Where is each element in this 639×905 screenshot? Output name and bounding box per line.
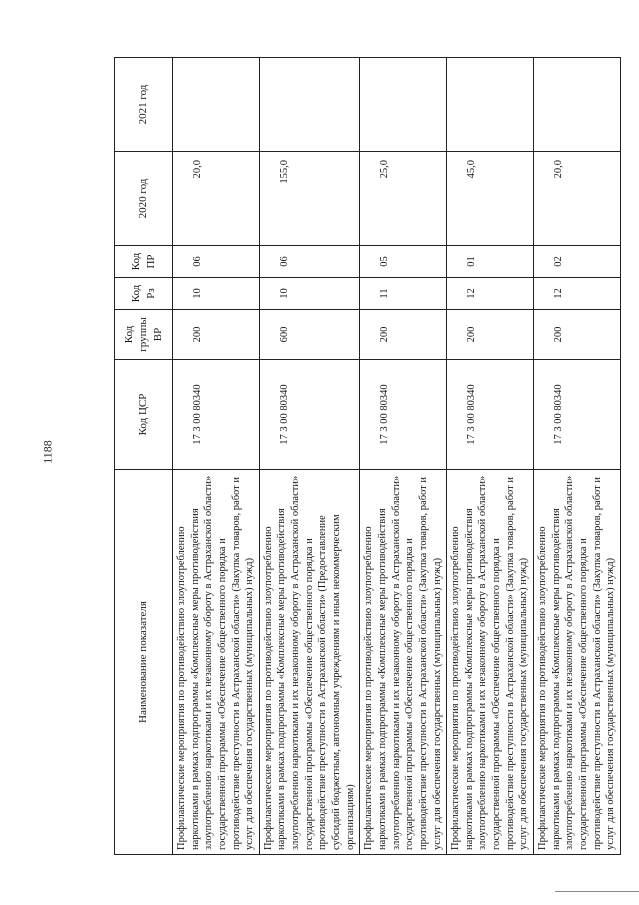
footer-divider — [555, 891, 639, 892]
cell-2020: 155,0 — [259, 152, 359, 246]
cell-rz: 10 — [259, 278, 359, 310]
cell-name: Профилактические мероприятия по противодействию злоупотреблению наркотиками в рамках подпрограммы «Комплексные меры противодействия злоупотреблению наркотиками и их незаконному обороту в Астраханской области» государственной программы «Обеспечение общественного порядка и противодействие преступности в Астраханской области» (Закупка товаров, работ и услуг для обеспечения государственных (муниципальных) нужд) — [360, 470, 447, 855]
header-2020: 2020 год — [115, 152, 173, 246]
cell-rz: 12 — [447, 278, 534, 310]
cell-csr: 17 3 00 80340 — [360, 360, 447, 470]
cell-pr: 01 — [447, 246, 534, 278]
cell-2021 — [173, 58, 260, 152]
cell-rz: 10 — [173, 278, 260, 310]
cell-rz: 11 — [360, 278, 447, 310]
cell-pr: 02 — [534, 246, 621, 278]
table-row — [360, 58, 447, 855]
cell-2021 — [360, 58, 447, 152]
header-name: Наименование показателя — [115, 470, 173, 855]
cell-vr: 200 — [534, 310, 621, 360]
table-row — [534, 58, 621, 855]
cell-name: Профилактические мероприятия по противодействию злоупотреблению наркотиками в рамках подпрограммы «Комплексные меры противодействия злоупотреблению наркотиками и их незаконному обороту в Астраханской области» государственной программы «Обеспечение общественного порядка и противодействие преступности в Астраханской области» (Закупка товаров, работ и услуг для обеспечения государственных (муниципальных) нужд) — [447, 470, 534, 855]
cell-pr: 05 — [360, 246, 447, 278]
cell-2021 — [534, 58, 621, 152]
header-vr: Код группы ВР — [115, 310, 173, 360]
cell-name: Профилактические мероприятия по противодействию злоупотреблению наркотиками в рамках подпрограммы «Комплексные меры противодействия злоупотреблению наркотиками и их незаконному обороту в Астраханской области» государственной программы «Обеспечение общественного порядка и противодействие преступности в Астраханской области» (Закупка товаров, работ и услуг для обеспечения государственных (муниципальных) нужд) — [173, 470, 260, 855]
table-row — [259, 58, 359, 855]
cell-2021 — [259, 58, 359, 152]
cell-csr: 17 3 00 80340 — [173, 360, 260, 470]
header-2021: 2021 год — [115, 58, 173, 152]
table-header-row — [115, 58, 173, 855]
header-rz: Код Рз — [115, 278, 173, 310]
cell-2020: 45,0 — [447, 152, 534, 246]
cell-pr: 06 — [173, 246, 260, 278]
cell-vr: 200 — [360, 310, 447, 360]
table-row — [447, 58, 534, 855]
cell-vr: 200 — [173, 310, 260, 360]
header-csr: Код ЦСР — [115, 360, 173, 470]
cell-vr: 600 — [259, 310, 359, 360]
cell-pr: 06 — [259, 246, 359, 278]
cell-name: Профилактические мероприятия по противодействию злоупотреблению наркотиками в рамках подпрограммы «Комплексные меры противодействия злоупотреблению наркотиками и их незаконному обороту в Астраханской области» государственной программы «Обеспечение общественного порядка и противодействие преступности в Астраханской области» (Закупка товаров, работ и услуг для обеспечения государственных (муниципальных) нужд) — [534, 470, 621, 855]
cell-csr: 17 3 00 80340 — [259, 360, 359, 470]
cell-csr: 17 3 00 80340 — [534, 360, 621, 470]
cell-2020: 25,0 — [360, 152, 447, 246]
header-pr: Код ПР — [115, 246, 173, 278]
cell-rz: 12 — [534, 278, 621, 310]
budget-table-rotated — [114, 58, 616, 855]
budget-table — [114, 57, 621, 855]
cell-name: Профилактические мероприятия по противодействию злоупотреблению наркотиками в рамках подпрограммы «Комплексные меры противодействия злоупотреблению наркотиками и их незаконному обороту в Астраханской области» государственной программы «Обеспечение общественного порядка и противодействие преступности в Астраханской области» (Предоставление субсидий бюджетным, автономным учреждениям и иным некоммерческим организациям) — [259, 470, 359, 855]
page-number-text: 1188 — [40, 440, 55, 464]
cell-2021 — [447, 58, 534, 152]
cell-csr: 17 3 00 80340 — [447, 360, 534, 470]
table-row — [173, 58, 260, 855]
cell-2020: 20,0 — [173, 152, 260, 246]
cell-2020: 20,0 — [534, 152, 621, 246]
cell-vr: 200 — [447, 310, 534, 360]
